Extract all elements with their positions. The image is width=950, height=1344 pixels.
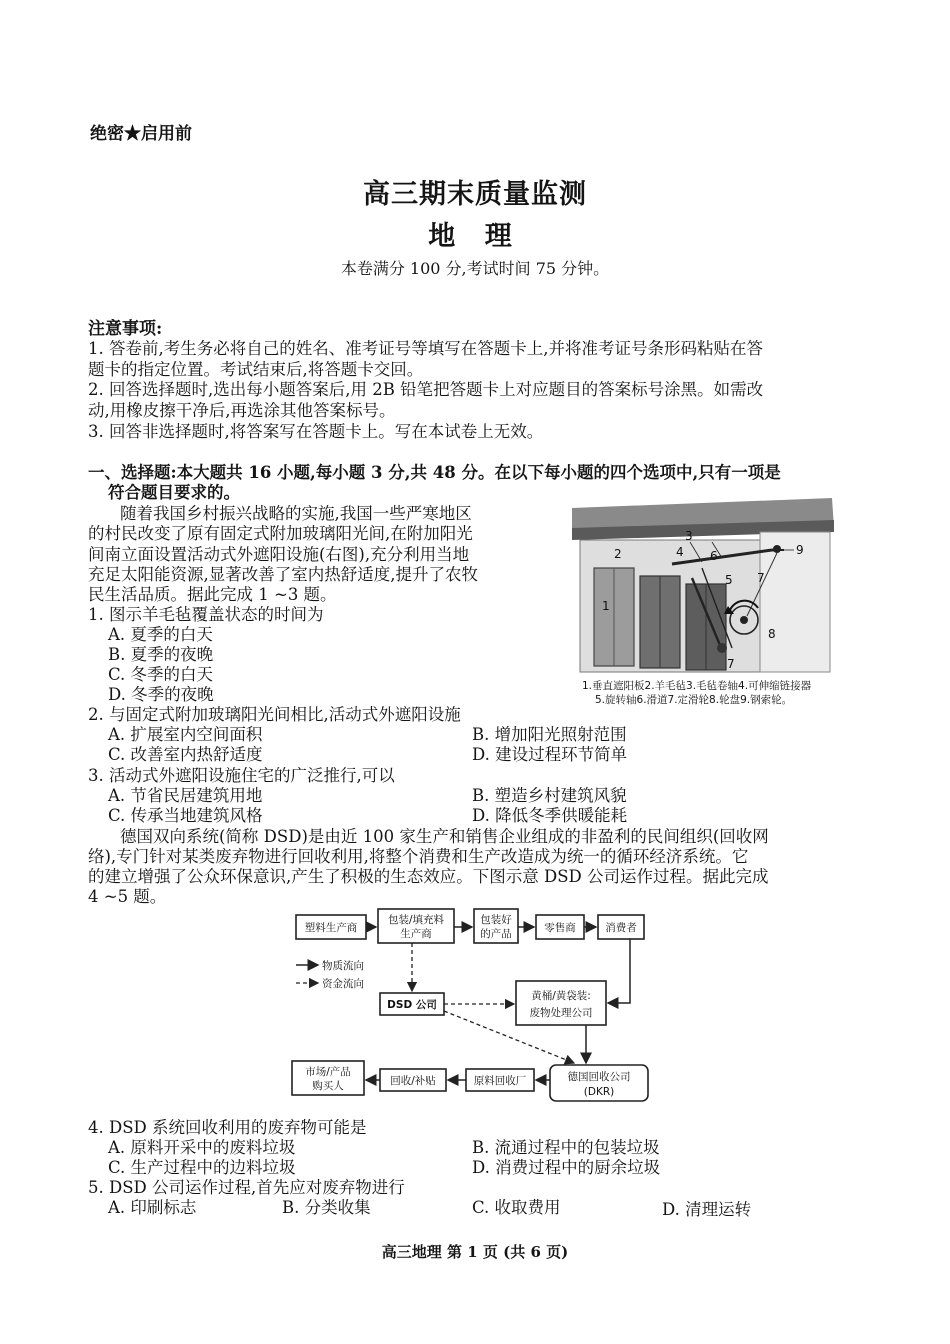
question-4-stem: 4. DSD 系统回收利用的废弃物可能是 [88, 1118, 367, 1137]
question-5-option: C. 收取费用 [472, 1198, 561, 1217]
material-arrow [608, 939, 630, 1003]
score-info: 本卷满分 100 分,考试时间 75 分钟。 [340, 259, 610, 278]
label-raw-plant: 原料回收厂 [473, 1075, 527, 1087]
question-5-option: D. 清理运转 [662, 1200, 752, 1219]
label-recycle: 回收/补贴 [390, 1075, 436, 1087]
label-packed-line2: 的产品 [480, 928, 512, 940]
notice-line: 2. 回答选择题时,选出每小题答案后,用 2B 铅笔把答题卡上对应题目的答案标号涂黑。如需改 [88, 380, 764, 399]
notice-line: 1. 答卷前,考生务必将自己的姓名、准考证号等填写在答题卡上,并将准考证号条形码粘贴在答 [88, 339, 763, 358]
passage2-line: 的建立增强了公众环保意识,产生了积极的生态效应。下图示意 DSD 公司运作过程。据此完成 [88, 867, 769, 886]
label-plastic-producer: 塑料生产商 [304, 922, 358, 934]
wheel-hub [740, 616, 748, 624]
question-1-option: A. 夏季的白天 [108, 625, 213, 644]
label-packaging-line2: 生产商 [400, 928, 432, 940]
question-4-option: A. 原料开采中的废料垃圾 [108, 1138, 296, 1157]
fig-label-1: 1 [602, 599, 610, 613]
question-2-option: B. 增加阳光照射范围 [472, 725, 627, 744]
page-footer: 高三地理 第 1 页 (共 6 页) [381, 1243, 569, 1261]
question-4-option: D. 消费过程中的厨余垃圾 [472, 1158, 661, 1177]
fig-label-4: 4 [676, 545, 684, 559]
section-heading-cont: 符合题目要求的。 [108, 483, 240, 502]
label-market-line1: 市场/产品 [305, 1066, 351, 1078]
question-3-option: C. 传承当地建筑风格 [108, 806, 263, 825]
question-2-stem: 2. 与固定式附加玻璃阳光间相比,活动式外遮阳设施 [88, 705, 461, 724]
fig-label-8: 8 [768, 627, 776, 641]
subject-title: 地 理 [428, 221, 522, 252]
question-1-option: C. 冬季的白天 [108, 665, 214, 684]
question-4-option: C. 生产过程中的边料垃圾 [108, 1158, 296, 1177]
question-5-stem: 5. DSD 公司运作过程,首先应对废弃物进行 [88, 1178, 405, 1197]
passage1-line: 随着我国乡村振兴战略的实施,我国一些严寒地区 [120, 504, 472, 523]
question-1-option: D. 冬季的夜晚 [108, 685, 214, 704]
sunshade-figure [572, 498, 862, 676]
label-market-line2: 购买人 [312, 1080, 344, 1092]
label-packed-line1: 包装好 [480, 914, 512, 926]
fig-label-2: 2 [614, 547, 622, 561]
legend-money-label: 资金流向 [322, 978, 364, 990]
label-yellow-line1: 黄桶/黄袋装: [531, 990, 591, 1002]
passage1-line: 充足太阳能资源,显著改善了室内热舒适度,提升了农牧 [88, 565, 478, 584]
label-retailer: 零售商 [544, 922, 576, 934]
question-5-option: A. 印刷标志 [108, 1198, 197, 1217]
question-3-option: B. 塑造乡村建筑风貌 [472, 786, 627, 805]
question-5-option: B. 分类收集 [282, 1198, 371, 1217]
label-dkr-line1: 德国回收公司 [567, 1071, 631, 1083]
question-2-option: C. 改善室内热舒适度 [108, 745, 263, 764]
legend-material-label: 物质流向 [322, 960, 364, 972]
passage2-line: 德国双向系统(简称 DSD)是由近 100 家生产和销售企业组成的非盈利的民间组织(回收网 [120, 827, 769, 846]
label-packaging-line1: 包装/填充料 [387, 914, 445, 926]
question-2-option: A. 扩展室内空间面积 [108, 725, 263, 744]
notice-line: 3. 回答非选择题时,将答案写在答题卡上。写在本试卷上无效。 [88, 422, 544, 441]
passage2-line: 络),专门针对某类废弃物进行回收利用,将整个消费和生产改造成为统一的循环经济系统。它 [88, 847, 749, 866]
question-3-stem: 3. 活动式外遮阳设施住宅的广泛推行,可以 [88, 766, 395, 785]
passage1-line: 民生活品质。据此完成 1 ~3 题。 [88, 585, 337, 604]
label-consumer: 消费者 [605, 922, 637, 934]
notice-heading: 注意事项: [88, 319, 163, 339]
fig-label-7: 7 [757, 571, 765, 585]
confidential-label: 绝密★启用前 [90, 124, 192, 144]
section-heading: 一、选择题:本大题共 16 小题,每小题 3 分,共 48 分。在以下每小题的四个选项中,只有一项是 [88, 463, 781, 482]
fig-label-5: 5 [725, 573, 733, 587]
fig-label-9: 9 [796, 543, 804, 557]
passage1-line: 间南立面设置活动式外遮阳设施(右图),充分利用当地 [88, 545, 470, 564]
passage1-line: 的村民改变了原有固定式附加玻璃阳光间,在附加阳光 [88, 524, 473, 543]
label-yellow-line2: 废物处理公司 [529, 1007, 593, 1019]
label-dsd: DSD 公司 [387, 999, 437, 1011]
passage2-line: 4 ~5 题。 [88, 887, 167, 906]
notice-line: 动,用橡皮擦干净后,再选涂其他答案标号。 [88, 401, 396, 420]
question-2-option: D. 建设过程环节简单 [472, 745, 628, 764]
fig-label-7b: 7 [727, 657, 735, 671]
figure-caption: 1.垂直遮阳板2.羊毛毡3.毛毡卷轴4.可伸缩链接器 [582, 680, 812, 692]
question-3-option: A. 节省民居建筑用地 [108, 786, 263, 805]
question-3-option: D. 降低冬季供暖能耗 [472, 806, 628, 825]
cable-wheel [773, 545, 781, 553]
dsd-flowchart [280, 905, 660, 1105]
question-1-option: B. 夏季的夜晚 [108, 645, 214, 664]
fig-label-6: 6 [710, 549, 718, 563]
fig-label-3: 3 [685, 529, 693, 543]
fixed-pulley [717, 643, 727, 653]
question-1-stem: 1. 图示羊毛毡覆盖状态的时间为 [88, 605, 324, 624]
notice-line: 题卡的指定位置。考试结束后,将答题卡交回。 [88, 360, 424, 379]
figure-caption: 5.旋转轴6.滑道7.定滑轮8.轮盘9.钢索轮。 [595, 694, 793, 706]
question-4-option: B. 流通过程中的包装垃圾 [472, 1138, 660, 1157]
exam-title: 高三期末质量监测 [363, 179, 587, 210]
side-wall [760, 532, 830, 672]
label-dkr-line2: (DKR) [583, 1086, 615, 1098]
